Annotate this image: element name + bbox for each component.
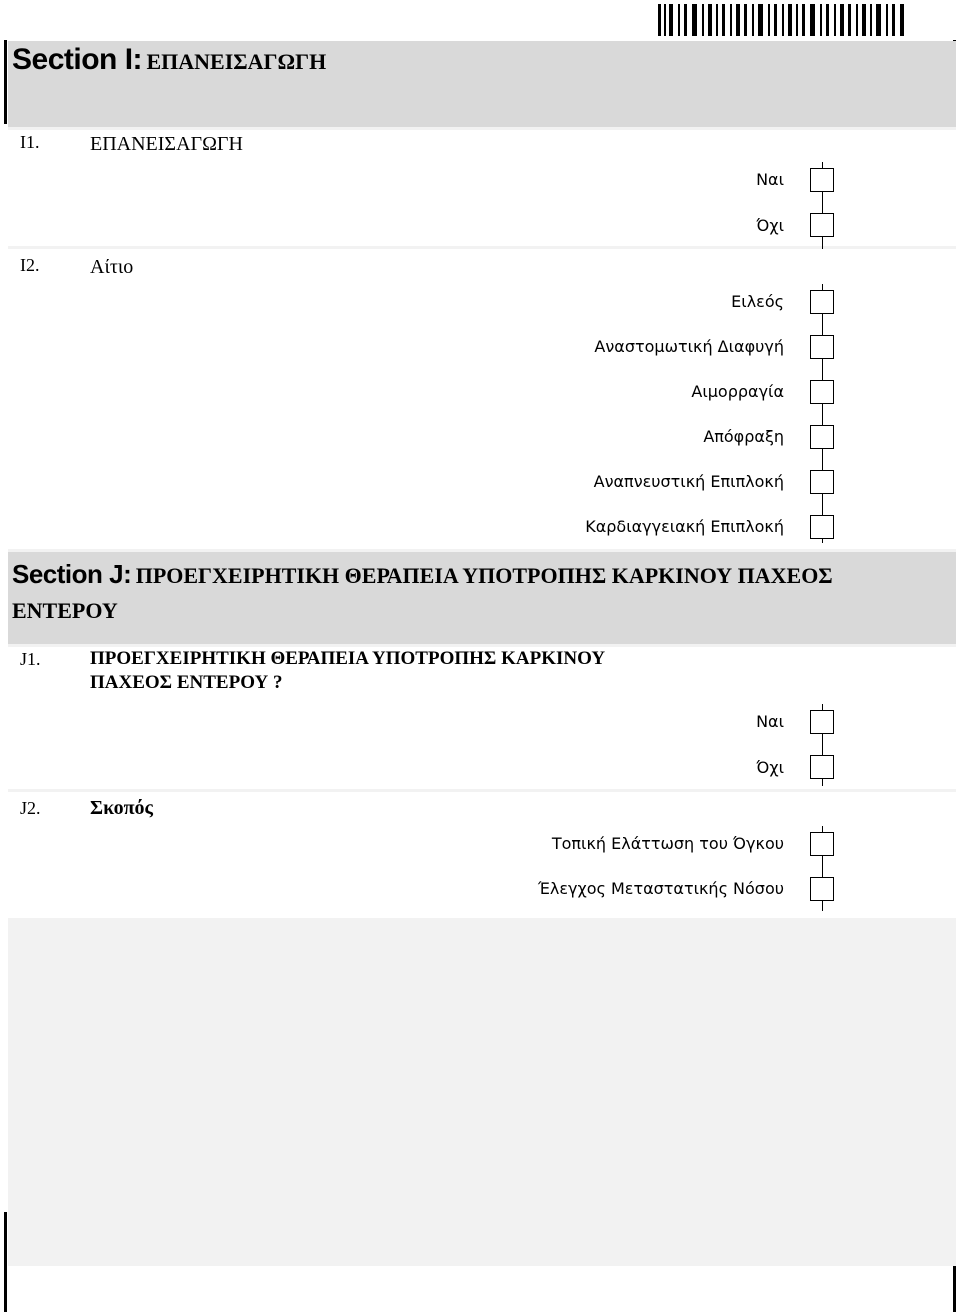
option-label: Απόφραξη <box>703 427 784 446</box>
crop-mark-top-left <box>4 40 7 124</box>
question-number: I1. <box>20 132 40 152</box>
checkbox-j1-yes[interactable] <box>810 710 834 734</box>
section-heading: ΕΠΑΝΕΙΣΑΓΩΓΗ <box>146 49 327 74</box>
section-label: Section J: <box>12 559 132 589</box>
checkbox-i1-no[interactable] <box>810 213 834 237</box>
question-text <box>90 647 605 695</box>
crop-mark-bottom-left <box>4 1212 7 1312</box>
checkbox-local-tumor-reduction[interactable] <box>810 832 834 856</box>
option-label: Όχι <box>756 216 784 235</box>
section-label: Section I: <box>12 43 143 76</box>
section-j-header <box>8 552 956 644</box>
option-label: Όχι <box>756 758 784 777</box>
section-i-header <box>8 41 956 127</box>
section-j-title <box>12 558 952 630</box>
question-text-line: ΠΡΟΕΓΧΕΙΡΗΤΙΚΗ ΘΕΡΑΠΕΙΑ ΥΠΟΤΡΟΠΗΣ ΚΑΡΚΙΝΟΥ <box>90 648 606 669</box>
section-i-title <box>12 43 326 77</box>
question-text: ΕΠΑΝΕΙΣΑΓΩΓΗ <box>90 133 243 155</box>
question-text: Αίτιο <box>90 256 134 278</box>
question-number: J1. <box>20 649 41 669</box>
option-label: Αιμορραγία <box>691 382 784 401</box>
section-heading-cont: ΕΝΤΕΡΟΥ <box>12 598 118 623</box>
checkbox-ileus[interactable] <box>810 290 834 314</box>
option-label: Έλεγχος Μεταστατικής Νόσου <box>537 879 784 898</box>
checkbox-respiratory-complication[interactable] <box>810 470 834 494</box>
checkbox-cardiovascular-complication[interactable] <box>810 515 834 539</box>
option-label: Ειλεός <box>731 292 784 311</box>
checkbox-j1-no[interactable] <box>810 755 834 779</box>
barcode-icon <box>658 4 908 36</box>
section-heading: ΠΡΟΕΓΧΕΙΡΗΤΙΚΗ ΘΕΡΑΠΕΙΑ ΥΠΟΤΡΟΠΗΣ ΚΑΡΚΙΝΟΥ ΠΑΧΕΟΣ <box>135 563 833 588</box>
checkbox-i1-yes[interactable] <box>810 168 834 192</box>
option-label: Καρδιαγγειακή Επιπλοκή <box>585 517 784 536</box>
option-label: Τοπική Ελάττωση του Όγκου <box>551 834 784 853</box>
option-label: Αναπνευστική Επιπλοκή <box>593 472 784 491</box>
checkbox-anastomotic-leak[interactable] <box>810 335 834 359</box>
checkbox-obstruction[interactable] <box>810 425 834 449</box>
question-number: I2. <box>20 255 40 275</box>
option-label: Ναι <box>756 170 784 189</box>
option-label: Αναστομωτική Διαφυγή <box>594 337 784 356</box>
question-text: Σκοπός <box>90 797 153 819</box>
checkbox-bleeding[interactable] <box>810 380 834 404</box>
checkbox-metastatic-disease-control[interactable] <box>810 877 834 901</box>
question-text-line: ΠΑΧΕΟΣ ΕΝΤΕΡΟΥ ? <box>90 672 283 693</box>
question-number: J2. <box>20 798 41 818</box>
option-label: Ναι <box>756 712 784 731</box>
